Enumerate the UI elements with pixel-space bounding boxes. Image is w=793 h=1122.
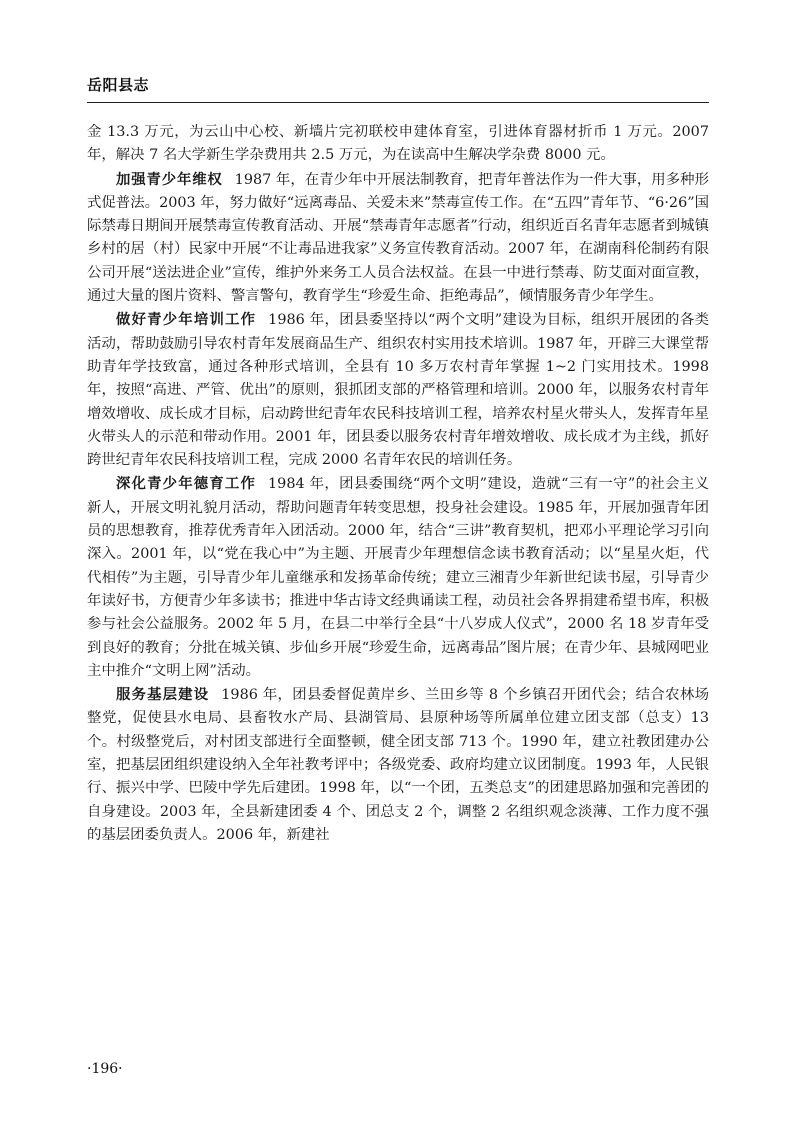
- paragraph-heading: 加强青少年维权: [116, 170, 223, 188]
- header-rule: [87, 102, 709, 103]
- running-head-title: 岳阳县志: [87, 76, 150, 94]
- paragraph-youth-training: [87, 308, 709, 472]
- paragraph-text: 1986 年，团县委坚持以“两个文明”建设为目标，组织开展团的各类活动，帮助鼓励引导农村青年发展商品生产、组织农村实用技术培训。1987 年，开辟三大课堂帮助青年学技致富，通过各种形式培训，全县有 10 多万农村青年掌握 1~2 门实用技术。1998 年，按照“高进、严管、优出”的原则，狠抓团支部的严格管理和培训。2000 年，以服务农村青年增效增收、成长成才目标，启动跨世纪青年农民科技培训工程，培养农村星火带头人，发挥青年星火带头人的示范和带动作用。2001 年，团县委以服务农村青年增效增收、成长成才为主线，抓好跨世纪青年农民科技培训工程，完成 2000 名青年农民的培训任务。: [87, 312, 709, 469]
- page-number: ·196·: [87, 1061, 123, 1077]
- paragraph-text: 1986 年，团县委督促黄岸乡、兰田乡等 8 个乡镇召开团代会；结合农林场整党，促使县水电局、县畜牧水产局、县湖管局、县原种场等所属单位建立团支部（总支）13 个。村级整党后，对村团支部进行全面整顿，健全团支部 713 个。1990 年，建立社教团建办公室，把基层团组织建设纳入全年社教考评中；各级党委、政府均建立议团制度。1993 年，人民银行、振兴中学、巴陵中学先后建团。1998 年，以“一个团，五类总支”的团建思路加强和完善团的自身建设。2003 年，全县新建团委 4 个、团总支 2 个，调整 2 名组织观念淡薄、工作力度不强的基层团委负责人。2006 年，新建社: [87, 687, 709, 843]
- paragraph-heading: 服务基层建设: [116, 686, 210, 704]
- paragraph-heading: 深化青少年德育工作: [116, 475, 257, 493]
- body-text: [87, 121, 709, 847]
- paragraph-text: 1987 年，在青少年中开展法制教育，把青年普法作为一件大事，用多种形式促普法。2003 年，努力做好“远离毒品、关爱未来”禁毒宣传工作。在“五四”青年节、“6·26”国际禁毒日期间开展禁毒宣传教育活动、开展“禁毒青年志愿者”行动，组织近百名青年志愿者到城镇乡村的居（村）民家中开展“不让毒品进我家”义务宣传教育活动。2007 年，在湖南科伦制药有限公司开展“送法进企业”宣传，维护外来务工人员合法权益。在县一中进行禁毒、防艾面对面宣教，通过大量的图片资料、警言警句，教育学生“珍爱生命、拒绝毒品”，倾情服务青少年学生。: [87, 171, 709, 305]
- paragraph-grassroots-building: [87, 683, 709, 847]
- paragraph-text: 金 13.3 万元，为云山中心校、新墙片完初联校申建体育室，引进体育器材折币 1 万元。2007 年，解决 7 名大学新生学杂费用共 2.5 万元，为在读高中生解决学杂费 8000 元。: [87, 124, 709, 164]
- paragraph-heading: 做好青少年培训工作: [116, 311, 257, 329]
- paragraph-youth-rights: [87, 168, 709, 309]
- paragraph-continuation: [87, 121, 709, 168]
- paragraph-text: 1984 年，团县委围绕“两个文明”建设，造就“三有一守”的社会主义新人，开展文明礼貌月活动，帮助问题青年转变思想，投身社会建设。1985 年，开展加强青年团员的思想教育，推荐优秀青年入团活动。2000 年，结合“三讲”教育契机，把邓小平理论学习引向深入。2001 年，以“党在我心中”为主题、开展青少年理想信念读书教育活动；以“星星火炬，代代相传”为主题，引导青少年儿童继承和发扬革命传统；建立三湘青少年新世纪读书屋，引导青少年读好书，方便青少年多读书；推进中华古诗文经典诵读工程，动员社会各界捐建希望书库，积极参与社会公益服务。2002 年 5 月，在县二中举行全县“十八岁成人仪式”，2000 名 18 岁青年受到良好的教育；分批在城关镇、步仙乡开展“珍爱生命，远离毒品”图片展；在青少年、县城网吧业主中推介“文明上网”活动。: [87, 476, 709, 679]
- paragraph-moral-education: [87, 472, 709, 683]
